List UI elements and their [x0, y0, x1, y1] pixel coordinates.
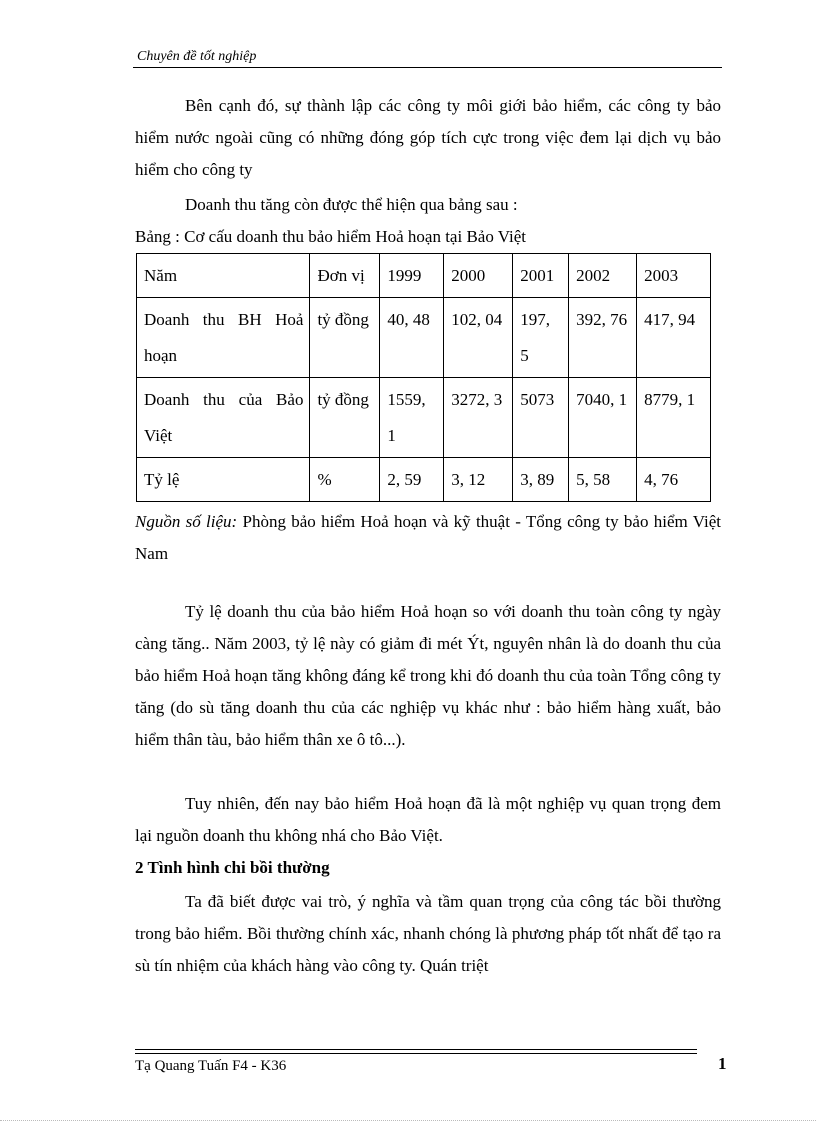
table-cell: 417, 94 [637, 298, 711, 378]
revenue-table [136, 253, 711, 502]
table-cell: 4, 76 [637, 458, 711, 502]
table-cell: 7040, 1 [569, 378, 637, 458]
table-cell: 3272, 3 [444, 378, 513, 458]
table-cell: tỷ đồng [310, 298, 380, 378]
page-bottom-edge [0, 1120, 816, 1121]
section-heading: 2 Tình hình chi bồi thường [135, 858, 330, 877]
table-cell: 197, 5 [513, 298, 569, 378]
table-cell: 102, 04 [444, 298, 513, 378]
table-cell: Tỷ lệ [137, 458, 310, 502]
table-cell: Doanh thu của Bảo Việt [137, 378, 310, 458]
source-label: Nguồn số liệu: [135, 512, 238, 531]
table-cell: tỷ đồng [310, 378, 380, 458]
table-cell: 2, 59 [380, 458, 444, 502]
source-text: Phòng bảo hiểm Hoả hoạn và kỹ thuật - Tổng công ty bảo hiểm Việt Nam [135, 512, 721, 563]
table-header-cell: 2001 [513, 254, 569, 298]
table-header-cell: 2000 [444, 254, 513, 298]
table-header-row [137, 254, 711, 298]
paragraph-3: Tỷ lệ doanh thu của bảo hiểm Hoả hoạn so với doanh thu toàn công ty ngày càng tăng.. Năm 2003, tỷ lệ này có giảm đi mét Ýt, nguyên nhân là do doanh thu của bảo hiểm Hoả hoạn tăng không đáng kể trong khi đó doanh thu của toàn Tổng công ty tăng (do sù tăng doanh thu của các nghiệp vụ khác như : bảo hiểm hàng xuất, bảo hiểm thân tàu, bảo hiểm thân xe ô tô...). [135, 602, 721, 749]
table-header-cell: Đơn vị [310, 254, 380, 298]
table-cell: 392, 76 [569, 298, 637, 378]
data-source-note [135, 506, 721, 570]
table-header-cell: 2003 [637, 254, 711, 298]
table-row [137, 378, 711, 458]
table-header-cell: 1999 [380, 254, 444, 298]
table-cell: 5073 [513, 378, 569, 458]
paragraph-2: Doanh thu tăng còn được thể hiện qua bảng sau : [185, 195, 518, 214]
table-cell: 5, 58 [569, 458, 637, 502]
footer-author: Tạ Quang Tuấn F4 - K36 [135, 1058, 287, 1074]
table-cell: % [310, 458, 380, 502]
table-row [137, 458, 711, 502]
table-header-cell: Năm [137, 254, 310, 298]
footer-rule [135, 1053, 697, 1054]
table-row [137, 298, 711, 378]
table-cell: 3, 12 [444, 458, 513, 502]
paragraph-4: Tuy nhiên, đến nay bảo hiểm Hoả hoạn đã là một nghiệp vụ quan trọng đem lại nguồn doanh thu không nhá cho Bảo Việt. [135, 794, 721, 845]
paragraph-5: Ta đã biết được vai trò, ý nghĩa và tầm quan trọng của công tác bồi thường trong bảo hiểm. Bồi thường chính xác, nhanh chóng là phương pháp tốt nhất để tạo ra sù tín nhiệm của khách hàng vào công ty. Quán triệt [135, 892, 721, 975]
table-caption: Bảng : Cơ cấu doanh thu bảo hiểm Hoả hoạn tại Bảo Việt [135, 227, 527, 246]
footer-rule [135, 1049, 697, 1050]
page-number: 1 [718, 1054, 727, 1073]
paragraph-1: Bên cạnh đó, sự thành lập các công ty môi giới bảo hiểm, các công ty bảo hiểm nước ngoài cũng có những đóng góp tích cực trong việc đem lại dịch vụ bảo hiểm cho công ty [135, 96, 721, 179]
table-cell: 1559, 1 [380, 378, 444, 458]
page-header-title: Chuyên đề tốt nghiệp [137, 49, 257, 64]
table-cell: 8779, 1 [637, 378, 711, 458]
header-rule [133, 67, 722, 68]
table-header-cell: 2002 [569, 254, 637, 298]
table-cell: Doanh thu BH Hoả hoạn [137, 298, 310, 378]
table-cell: 40, 48 [380, 298, 444, 378]
table-cell: 3, 89 [513, 458, 569, 502]
